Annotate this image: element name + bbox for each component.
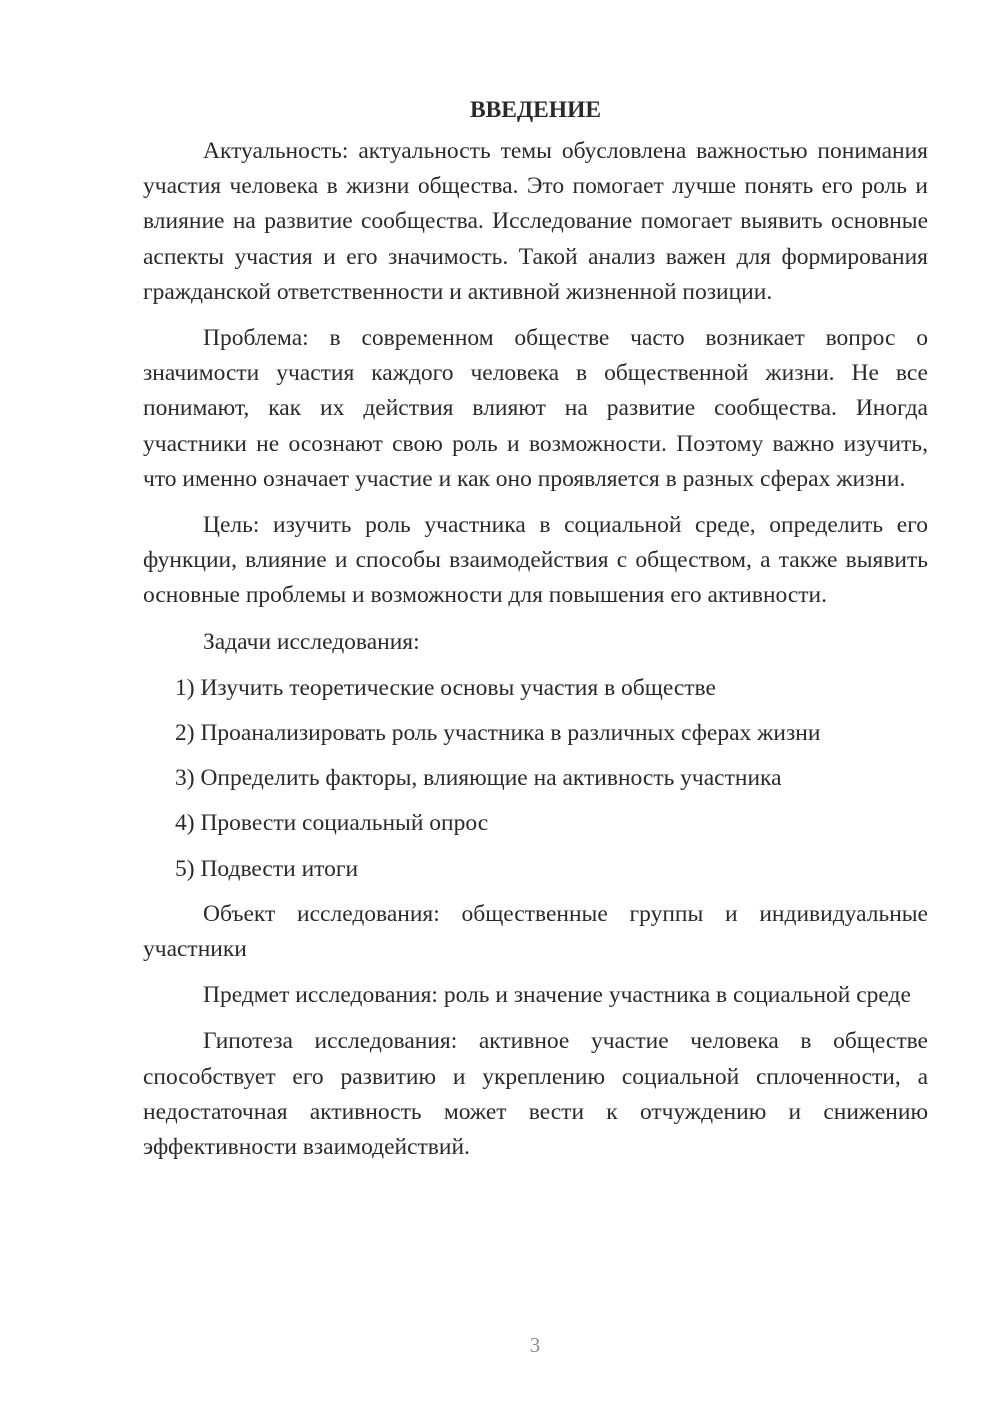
page-number: 3 bbox=[529, 1333, 541, 1357]
task-item: 4) Провести социальный опрос bbox=[175, 810, 489, 837]
task-item: 3) Определить факторы, влияющие на активность участника bbox=[175, 765, 782, 792]
paragraph-actuality: Актуальность: актуальность темы обусловлена важностью понимания участия человека в жизни общества. Это помогает лучше понять его роль и влияние на развитие сообщества. Исследование помогает выявить основные аспекты участия и его значимость. Такой анализ важен для формирования гражданской ответственности и активной жизненной позиции. bbox=[143, 138, 928, 305]
tasks-heading: Задачи исследования: bbox=[203, 628, 420, 655]
page-title: ВВЕДЕНИЕ bbox=[469, 97, 602, 123]
task-item: 2) Проанализировать роль участника в различных сферах жизни bbox=[175, 720, 821, 747]
paragraph-hypothesis: Гипотеза исследования: активное участие человека в обществе способствует его развитию и укреплению социальной сплоченности, а недостаточная активность может вести к отчуждению и снижению эффективности взаимодействий. bbox=[143, 1028, 928, 1161]
paragraph-subject: Предмет исследования: роль и значение участника в социальной среде bbox=[203, 982, 911, 1009]
paragraph-problem: Проблема: в современном обществе часто возникает вопрос о значимости участия каждого человека в общественной жизни. Не все понимают, как их действия влияют на развитие сообщества. Иногда участники не осознают свою роль и возможности. Поэтому важно изучить, что именно означает участие и как оно проявляется в разных сферах жизни. bbox=[143, 325, 928, 492]
task-item: 1) Изучить теоретические основы участия в обществе bbox=[175, 674, 716, 701]
paragraph-object: Объект исследования: общественные группы и индивидуальные участники bbox=[143, 900, 928, 963]
task-item: 5) Подвести итоги bbox=[175, 855, 359, 882]
paragraph-goal: Цель: изучить роль участника в социальной среде, определить его функции, влияние и способы взаимодействия с обществом, а также выявить основные проблемы и возможности для повышения его активности. bbox=[143, 512, 928, 609]
page-content bbox=[143, 92, 928, 1176]
